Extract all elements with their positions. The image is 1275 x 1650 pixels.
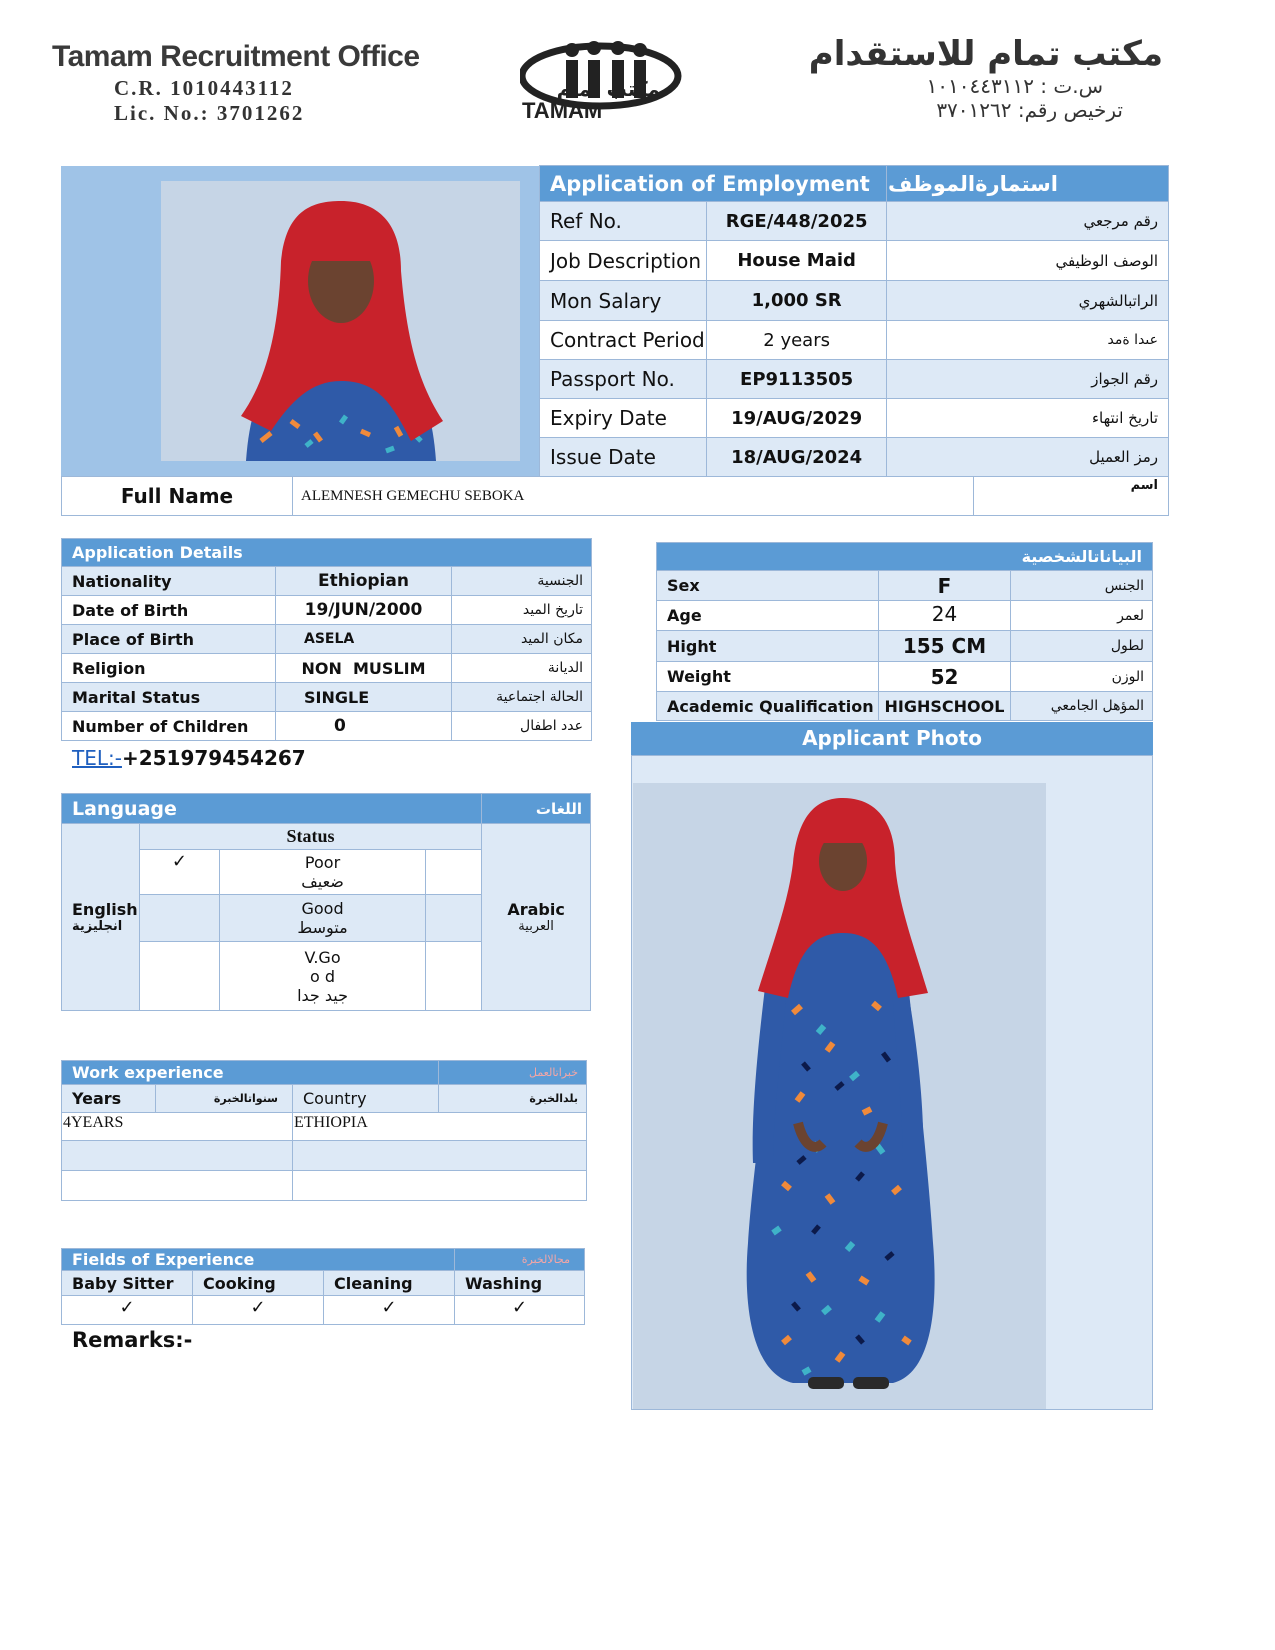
- salary-label: Mon Salary: [540, 281, 707, 321]
- passport-no-value: EP9113505: [707, 360, 887, 399]
- issue-date-value: 18/AUG/2024: [707, 438, 887, 477]
- work-experience-title: Work experience: [62, 1061, 439, 1085]
- employment-row: [540, 438, 1169, 477]
- arabic-label-ar: العربية: [518, 919, 554, 934]
- nationality-label-ar: الجنسية: [452, 567, 592, 596]
- field-check-cleaning[interactable]: ✓: [324, 1296, 455, 1325]
- age-label-ar: لعمر: [1011, 601, 1153, 631]
- company-name-en: Tamam Recruitment Office: [52, 40, 420, 73]
- work-country-value: [293, 1141, 587, 1171]
- issue-date-label-ar: رمز العميل: [887, 438, 1169, 477]
- level-very-good-en: V.Goo d: [304, 947, 341, 986]
- contract-period-label: Contract Period: [540, 321, 707, 360]
- english-label-ar: انجليزية: [72, 919, 123, 934]
- passport-no-label: Passport No.: [540, 360, 707, 399]
- remarks-label: Remarks:-: [72, 1328, 193, 1352]
- letterhead-arabic: [809, 34, 1163, 122]
- contract-period-label-ar: عىدا ةمد: [887, 321, 1169, 360]
- marital-status-value: SINGLE: [276, 683, 452, 712]
- qualification-value: HIGHSCHOOL: [879, 692, 1011, 721]
- fields-title-ar: مجالالخبرة: [455, 1249, 585, 1271]
- place-of-birth-value: ASELA: [276, 625, 452, 654]
- company-logo: [520, 38, 720, 124]
- license-number-ar: ترخيص رقم: ٣٧٠١٢٦٢: [936, 98, 1123, 122]
- employment-title-en: Application of Employment: [540, 166, 887, 202]
- fields-title: Fields of Experience: [62, 1249, 455, 1271]
- tel-number: +251979454267: [121, 746, 306, 770]
- top-photo-frame: [61, 166, 539, 476]
- field-check-washing[interactable]: ✓: [455, 1296, 585, 1325]
- full-name-row: [61, 476, 1169, 516]
- work-country-value: ETHIOPIA: [293, 1113, 587, 1141]
- height-value: 155 CM: [879, 631, 1011, 662]
- qualification-label-ar: المؤهل الجامعي: [1011, 692, 1153, 721]
- employment-row: [540, 202, 1169, 241]
- level-good-ar: متوسط: [297, 918, 348, 937]
- nationality-label: Nationality: [62, 567, 276, 596]
- salary-value: 1,000 SR: [707, 281, 887, 321]
- language-title-ar: اللغات: [482, 794, 591, 824]
- company-name-ar: مكتب تمام للاستقدام: [808, 34, 1163, 74]
- level-very-good-ar: جيد جدا: [297, 985, 348, 1005]
- work-experience-table: [61, 1060, 587, 1201]
- field-check-cooking[interactable]: ✓: [193, 1296, 324, 1325]
- fields-of-experience-table: [61, 1248, 585, 1325]
- religion-label-ar: الديانة: [452, 654, 592, 683]
- job-description-value: House Maid: [707, 241, 887, 281]
- full-name-label-ar: اسم: [974, 477, 1169, 516]
- english-label: English: [72, 900, 138, 919]
- logo-text-ar: مكتب تمام: [556, 77, 660, 101]
- status-header: Status: [139, 824, 481, 850]
- salary-label-ar: الراتبالشهري: [887, 281, 1169, 321]
- level-good-en: Good: [301, 899, 344, 918]
- height-label-ar: لطول: [1011, 631, 1153, 662]
- country-label-ar: بلدالخبرة: [439, 1085, 587, 1113]
- work-country-value: [293, 1171, 587, 1201]
- issue-date-label: Issue Date: [540, 438, 707, 477]
- marital-status-label: Marital Status: [62, 683, 276, 712]
- employment-row: [540, 321, 1169, 360]
- employment-row: [540, 399, 1169, 438]
- applicant-full-photo: [633, 783, 1046, 1409]
- sex-value: F: [879, 571, 1011, 601]
- employment-table: [539, 165, 1169, 477]
- tel-link[interactable]: TEL:-: [72, 746, 122, 770]
- years-label: Years: [62, 1085, 156, 1113]
- ref-no-label-ar: رقم مرجعي: [887, 202, 1169, 241]
- language-table: [61, 793, 591, 1011]
- ref-no-value: RGE/448/2025: [707, 202, 887, 241]
- weight-value: 52: [879, 662, 1011, 692]
- cr-number-ar: س.ت : ١٠١٠٤٤٣١١٢: [926, 74, 1103, 98]
- contract-period-value: 2 years: [707, 321, 887, 360]
- age-label: Age: [657, 601, 879, 631]
- sex-label: Sex: [657, 571, 879, 601]
- age-value: 24: [879, 601, 1011, 631]
- employment-row: [540, 360, 1169, 399]
- job-description-label-ar: الوصف الوظيفي: [887, 241, 1169, 281]
- expiry-date-label-ar: تاريخ انتهاء: [887, 399, 1169, 438]
- work-years-value: [62, 1141, 293, 1171]
- level-poor: [219, 850, 426, 895]
- dob-label: Date of Birth: [62, 596, 276, 625]
- field-label-washing: Washing: [455, 1271, 585, 1296]
- english-level-check[interactable]: ✓: [139, 850, 219, 895]
- personal-data-title-ar: البياناتالشخصية: [657, 543, 1153, 571]
- application-details-title: Application Details: [62, 539, 592, 567]
- nationality-value: Ethiopian: [276, 567, 452, 596]
- employment-row: [540, 281, 1169, 321]
- children-label-ar: عدد اطفال: [452, 712, 592, 741]
- portrait-photo: [161, 181, 520, 461]
- arabic-level-check[interactable]: [426, 942, 482, 1011]
- applicant-photo-title: Applicant Photo: [631, 722, 1153, 755]
- field-label-cleaning: Cleaning: [324, 1271, 455, 1296]
- letterhead-english: [52, 40, 420, 126]
- field-label-baby-sitter: Baby Sitter: [62, 1271, 193, 1296]
- personal-data-table: [656, 542, 1153, 721]
- employment-title-ar: استمارةالموظف: [887, 166, 1169, 202]
- expiry-date-value: 19/AUG/2029: [707, 399, 887, 438]
- english-cell: [62, 824, 140, 1011]
- country-label: Country: [293, 1085, 439, 1113]
- arabic-cell: [482, 824, 591, 1011]
- sex-label-ar: الجنس: [1011, 571, 1153, 601]
- children-label: Number of Children: [62, 712, 276, 741]
- level-poor-en: Poor: [304, 853, 341, 872]
- english-level-check[interactable]: [139, 895, 219, 942]
- language-title: Language: [62, 794, 482, 824]
- level-very-good: [219, 942, 426, 1011]
- telephone: [72, 746, 306, 770]
- field-check-baby-sitter[interactable]: ✓: [62, 1296, 193, 1325]
- years-label-ar: سنواتالخبرة: [156, 1085, 293, 1113]
- weight-label: Weight: [657, 662, 879, 692]
- expiry-date-label: Expiry Date: [540, 399, 707, 438]
- application-details-table: [61, 538, 592, 741]
- work-years-value: [62, 1171, 293, 1201]
- job-description-label: Job Description: [540, 241, 707, 281]
- arabic-level-check[interactable]: [426, 850, 482, 895]
- place-of-birth-label: Place of Birth: [62, 625, 276, 654]
- religion-label: Religion: [62, 654, 276, 683]
- work-experience-title-ar: خبراتالعمل: [439, 1061, 587, 1085]
- applicant-photo-frame: [631, 755, 1153, 1410]
- cr-number-en: C.R. 1010443112: [114, 76, 294, 100]
- work-years-value: 4YEARS: [62, 1113, 293, 1141]
- passport-no-label-ar: رقم الجواز: [887, 360, 1169, 399]
- full-name-label: Full Name: [62, 477, 293, 516]
- level-poor-ar: ضعيف: [301, 872, 344, 891]
- full-name-value: ALEMNESH GEMECHU SEBOKA: [293, 477, 974, 516]
- religion-value: NON MUSLIM: [276, 654, 452, 683]
- dob-value: 19/JUN/2000: [276, 596, 452, 625]
- employment-row: [540, 241, 1169, 281]
- arabic-label: Arabic: [507, 900, 565, 919]
- level-good: [219, 895, 426, 942]
- english-level-check[interactable]: [139, 942, 219, 1011]
- dob-label-ar: تاريخ الميد: [452, 596, 592, 625]
- field-label-cooking: Cooking: [193, 1271, 324, 1296]
- children-value: 0: [276, 712, 452, 741]
- license-number-en: Lic. No.: 3701262: [114, 101, 305, 125]
- logo-text-en: TAMAM: [522, 98, 603, 123]
- marital-status-label-ar: الحالة اجتماعية: [452, 683, 592, 712]
- place-of-birth-label-ar: مكان الميد: [452, 625, 592, 654]
- height-label: Hight: [657, 631, 879, 662]
- arabic-level-check[interactable]: [426, 895, 482, 942]
- ref-no-label: Ref No.: [540, 202, 707, 241]
- qualification-label: Academic Qualification: [657, 692, 879, 721]
- weight-label-ar: الوزن: [1011, 662, 1153, 692]
